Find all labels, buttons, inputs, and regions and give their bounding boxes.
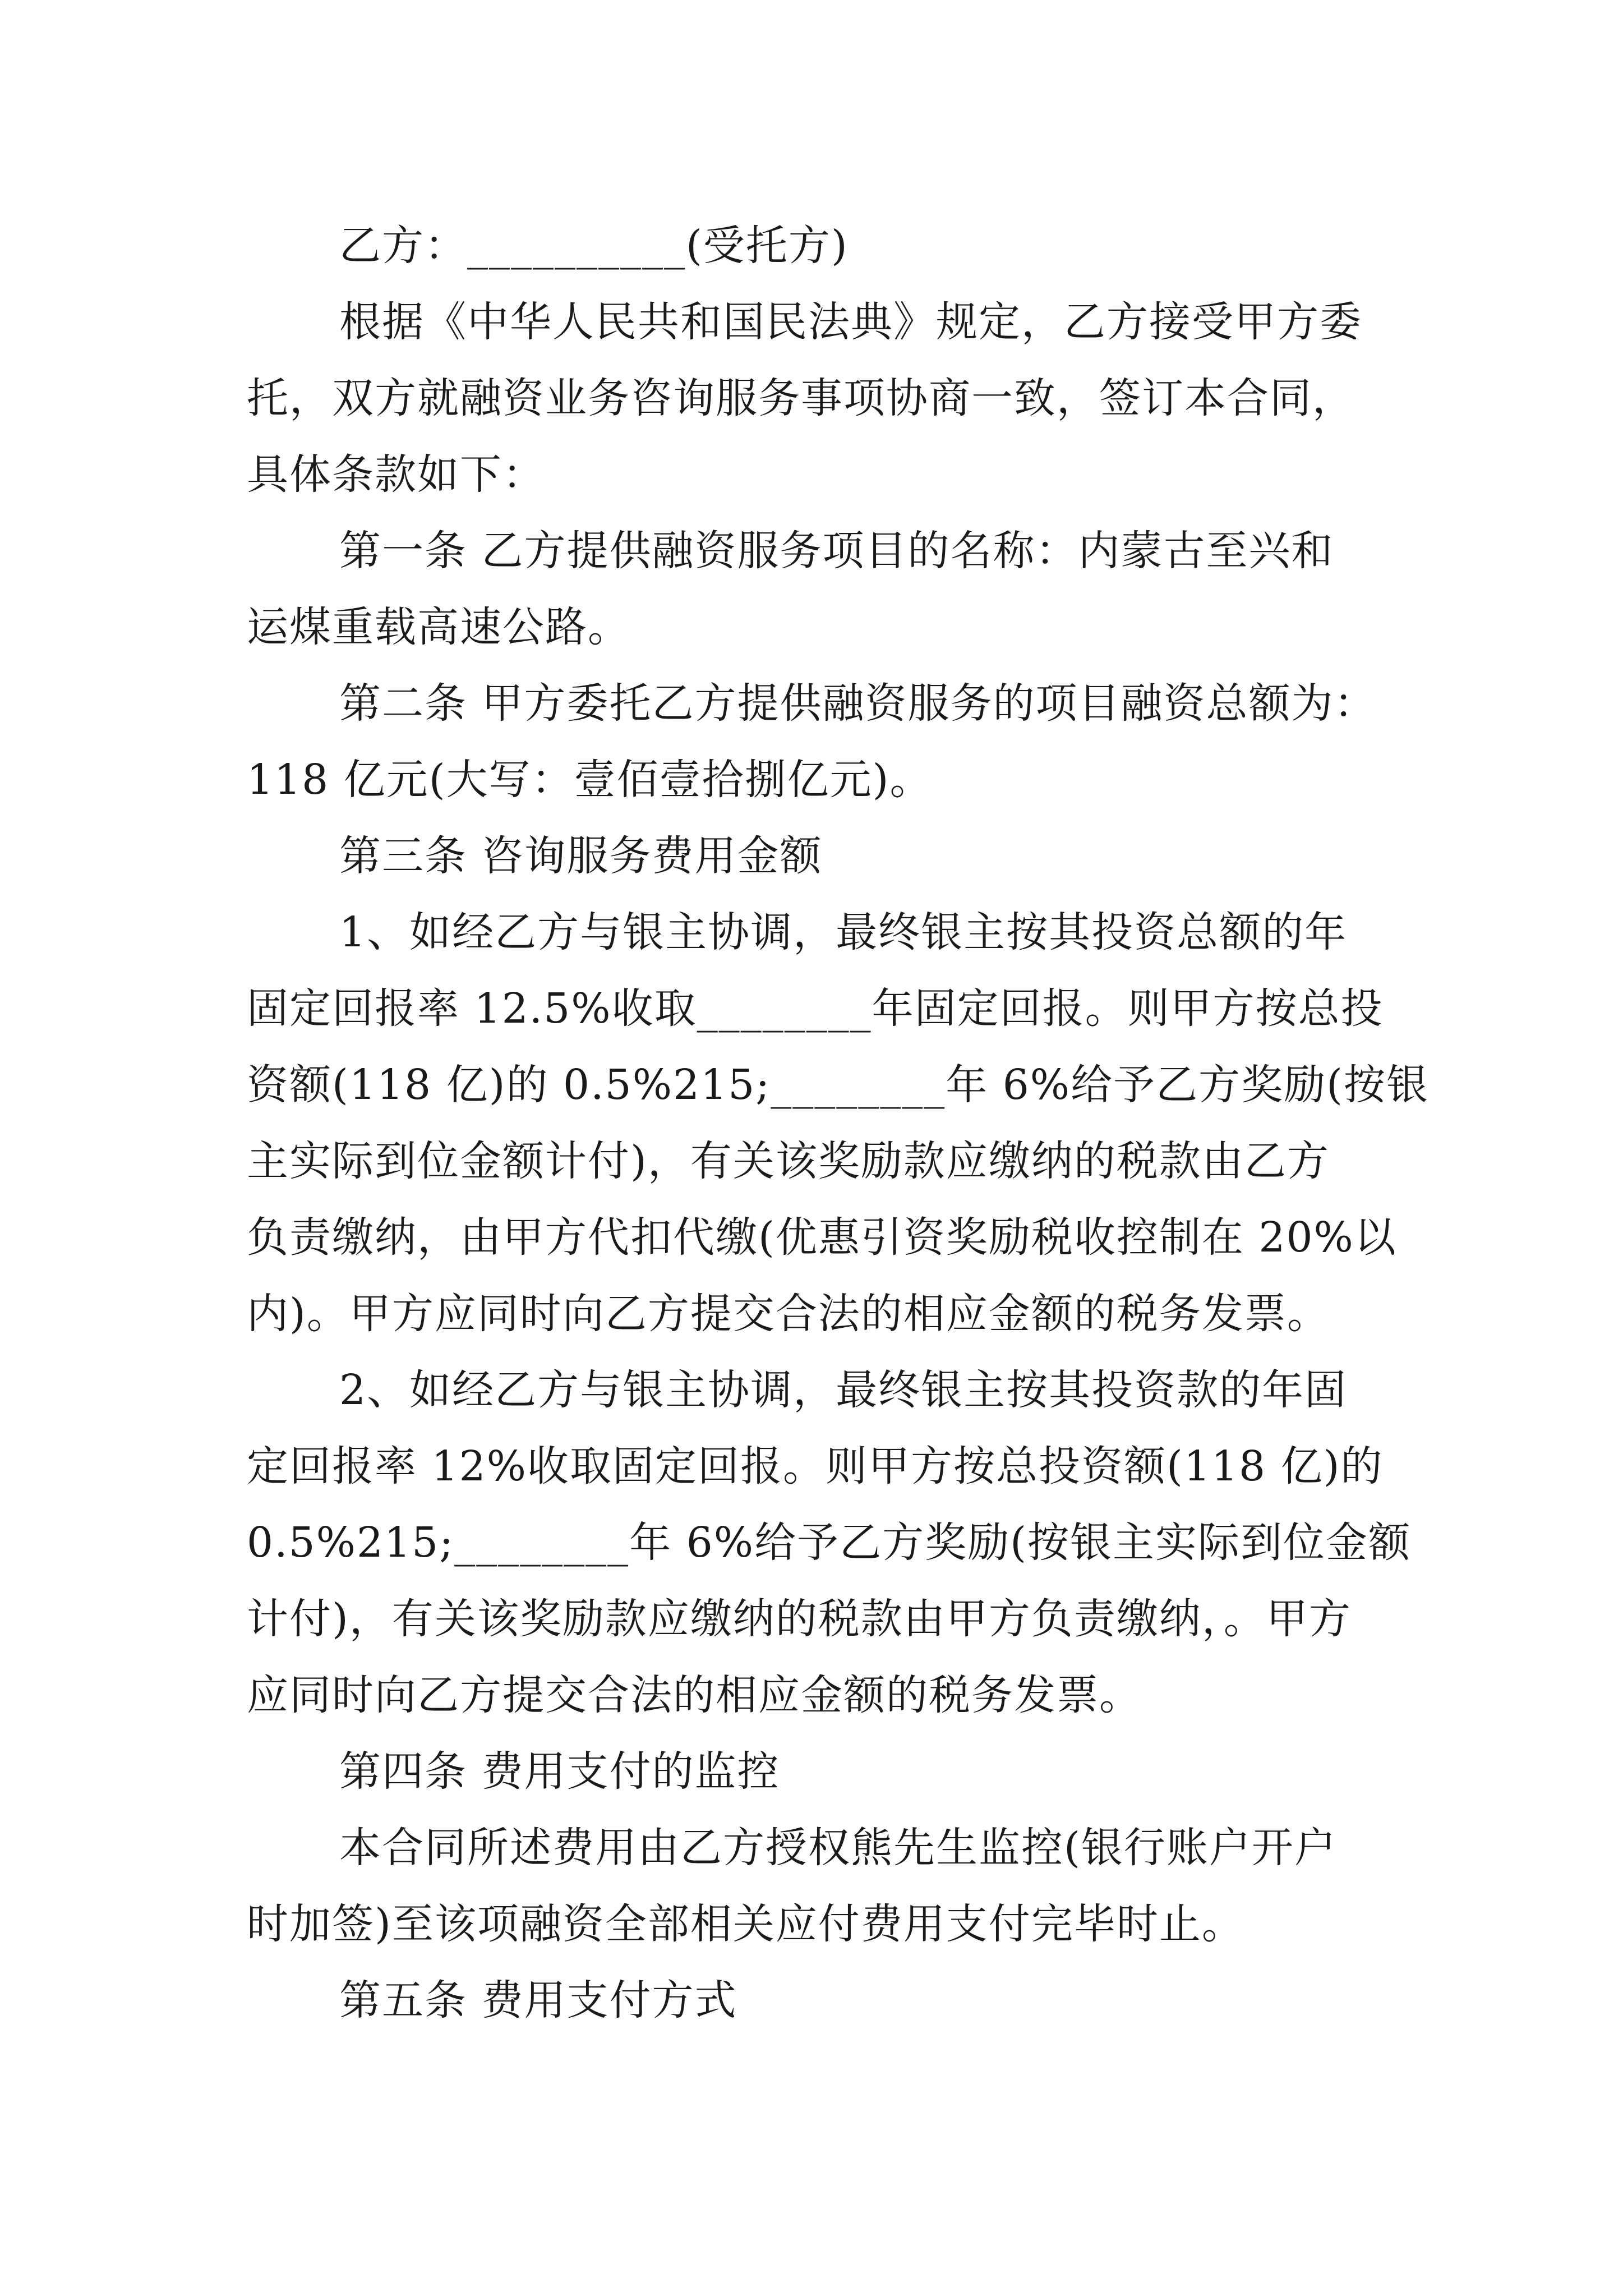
article-5-heading: 第五条 费用支付方式 [339, 1976, 737, 2024]
party-b-line: 乙方：__________(受托方) [339, 222, 849, 270]
clause-3-2-line-3: 0.5%215;________年 6%给予乙方奖励(按银主实际到位金额 [247, 1519, 1411, 1567]
clause-3-2-line-2: 定回报率 12%收取固定回报。则甲方按总投资额(118 亿)的 [247, 1442, 1384, 1490]
preamble-line-3: 具体条款如下： [247, 450, 545, 499]
clause-3-2-line-1: 2、如经乙方与银主协调，最终银主按其投资款的年固 [339, 1366, 1348, 1414]
article-2-line-2: 118 亿元(大写：壹佰壹拾捌亿元)。 [247, 756, 933, 804]
article-3-heading: 第三条 咨询服务费用金额 [339, 832, 823, 880]
preamble-line-1: 根据《中华人民共和国民法典》规定，乙方接受甲方委 [339, 298, 1362, 346]
article-4-heading: 第四条 费用支付的监控 [339, 1747, 780, 1796]
article-4-line-2: 时加签)至该项融资全部相关应付费用支付完毕时止。 [247, 1900, 1244, 1948]
article-2-line-1: 第二条 甲方委托乙方提供融资服务的项目融资总额为： [339, 679, 1377, 728]
clause-3-1-line-6: 内)。甲方应同时向乙方提交合法的相应金额的税务发票。 [247, 1290, 1330, 1338]
article-4-line-1: 本合同所述费用由乙方授权熊先生监控(银行账户开户 [339, 1824, 1337, 1872]
article-1-line-2: 运煤重载高速公路。 [247, 603, 630, 651]
preamble-line-2: 托，双方就融资业务咨询服务事项协商一致，签订本合同， [247, 374, 1355, 422]
clause-3-1-line-4: 主实际到位金额计付)，有关该奖励款应缴纳的税款由乙方 [247, 1137, 1330, 1185]
clause-3-1-line-1: 1、如经乙方与银主协调，最终银主按其投资总额的年 [339, 908, 1348, 956]
clause-3-2-line-5: 应同时向乙方提交合法的相应金额的税务发票。 [247, 1671, 1142, 1719]
clause-3-2-line-4: 计付)，有关该奖励款应缴纳的税款由甲方负责缴纳，。甲方 [247, 1595, 1352, 1643]
clause-3-1-line-3: 资额(118 亿)的 0.5%215;________年 6%给予乙方奖励(按银 [247, 1061, 1429, 1109]
clause-3-1-line-5: 负责缴纳，由甲方代扣代缴(优惠引资奖励税收控制在 20%以 [247, 1213, 1397, 1262]
article-1-line-1: 第一条 乙方提供融资服务项目的名称：内蒙古至兴和 [339, 527, 1334, 575]
clause-3-1-line-2: 固定回报率 12.5%收取________年固定回报。则甲方按总投 [247, 984, 1384, 1033]
